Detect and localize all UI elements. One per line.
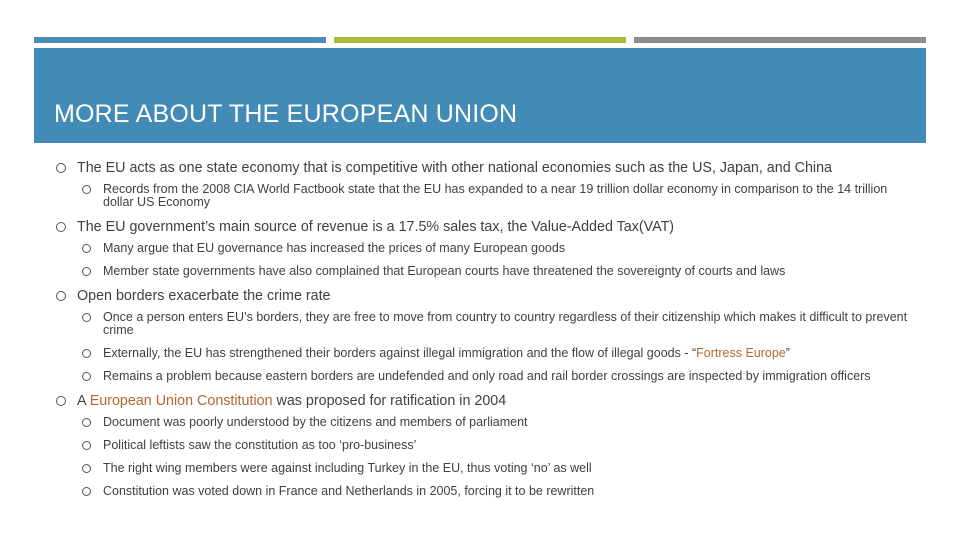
accent-bar-green bbox=[334, 37, 626, 43]
accent-bar-blue bbox=[34, 37, 326, 43]
circle-bullet-icon bbox=[82, 464, 91, 473]
sub-bullet bbox=[56, 416, 916, 429]
bullet-eu-revenue bbox=[56, 219, 916, 236]
sub-bullet bbox=[56, 265, 916, 278]
bullet-eu-constitution bbox=[56, 393, 916, 410]
slide-title: MORE ABOUT THE EUROPEAN UNION bbox=[54, 100, 518, 128]
circle-bullet-icon bbox=[82, 349, 91, 358]
title-band bbox=[34, 48, 926, 143]
bullet-text-after: was proposed for ratification in 2004 bbox=[272, 393, 507, 409]
sub-bullet bbox=[56, 347, 916, 360]
circle-bullet-icon bbox=[56, 163, 66, 173]
circle-bullet-icon bbox=[82, 441, 91, 450]
sub-bullet-text: Document was poorly understood by the citizens and members of parliament bbox=[103, 415, 528, 429]
circle-bullet-icon bbox=[82, 313, 91, 322]
circle-bullet-icon bbox=[56, 396, 66, 406]
sub-bullet bbox=[56, 439, 916, 452]
sub-bullet-text-after: ” bbox=[785, 346, 790, 360]
bullet-eu-economy bbox=[56, 160, 916, 177]
sub-bullet-text: The right wing members were against including Turkey in the EU, thus voting ‘no’ as well bbox=[103, 461, 592, 475]
sub-bullet-text-before: Externally, the EU has strengthened their borders against illegal immigration and the flow of illegal goods - “ bbox=[103, 346, 697, 360]
bullet-open-borders bbox=[56, 288, 916, 305]
circle-bullet-icon bbox=[82, 185, 91, 194]
sub-bullet-text: Once a person enters EU’s borders, they are free to move from country to country regardless of their citizenship which makes it difficult to prevent crime bbox=[103, 310, 908, 337]
sub-bullet bbox=[56, 183, 916, 209]
circle-bullet-icon bbox=[82, 267, 91, 276]
bullet-list bbox=[56, 160, 916, 508]
fortress-europe-link[interactable]: Fortress Europe bbox=[696, 346, 786, 360]
circle-bullet-icon bbox=[56, 222, 66, 232]
sub-bullet bbox=[56, 485, 916, 498]
circle-bullet-icon bbox=[82, 418, 91, 427]
sub-bullet-text: Remains a problem because eastern borders are undefended and only road and rail border crossings are inspected by immigration officers bbox=[103, 369, 871, 383]
eu-constitution-link[interactable]: European Union Constitution bbox=[89, 393, 273, 409]
circle-bullet-icon bbox=[82, 372, 91, 381]
accent-bar-gray bbox=[634, 37, 926, 43]
circle-bullet-icon bbox=[56, 291, 66, 301]
bullet-text: The EU acts as one state economy that is competitive with other national economies such as the US, Japan, and China bbox=[77, 160, 832, 176]
circle-bullet-icon bbox=[82, 244, 91, 253]
bullet-text: Open borders exacerbate the crime rate bbox=[77, 288, 331, 304]
circle-bullet-icon bbox=[82, 487, 91, 496]
sub-bullet-text: Many argue that EU governance has increased the prices of many European goods bbox=[103, 241, 566, 255]
sub-bullet-text: Records from the 2008 CIA World Factbook state that the EU has expanded to a near 19 trillion dollar economy in comparison to the 14 trillion dollar US Economy bbox=[103, 182, 888, 209]
bullet-text: The EU government’s main source of revenue is a 17.5% sales tax, the Value-Added Tax(VAT) bbox=[77, 219, 675, 235]
sub-bullet bbox=[56, 370, 916, 383]
sub-bullet-text: Member state governments have also complained that European courts have threatened the sovereignty of courts and laws bbox=[103, 264, 786, 278]
sub-bullet bbox=[56, 311, 916, 337]
sub-bullet-text: Constitution was voted down in France and Netherlands in 2005, forcing it to be rewritten bbox=[103, 484, 595, 498]
sub-bullet bbox=[56, 462, 916, 475]
bullet-text-before: A bbox=[77, 393, 90, 409]
sub-bullet bbox=[56, 242, 916, 255]
sub-bullet-text: Political leftists saw the constitution as too ‘pro-business’ bbox=[103, 438, 417, 452]
